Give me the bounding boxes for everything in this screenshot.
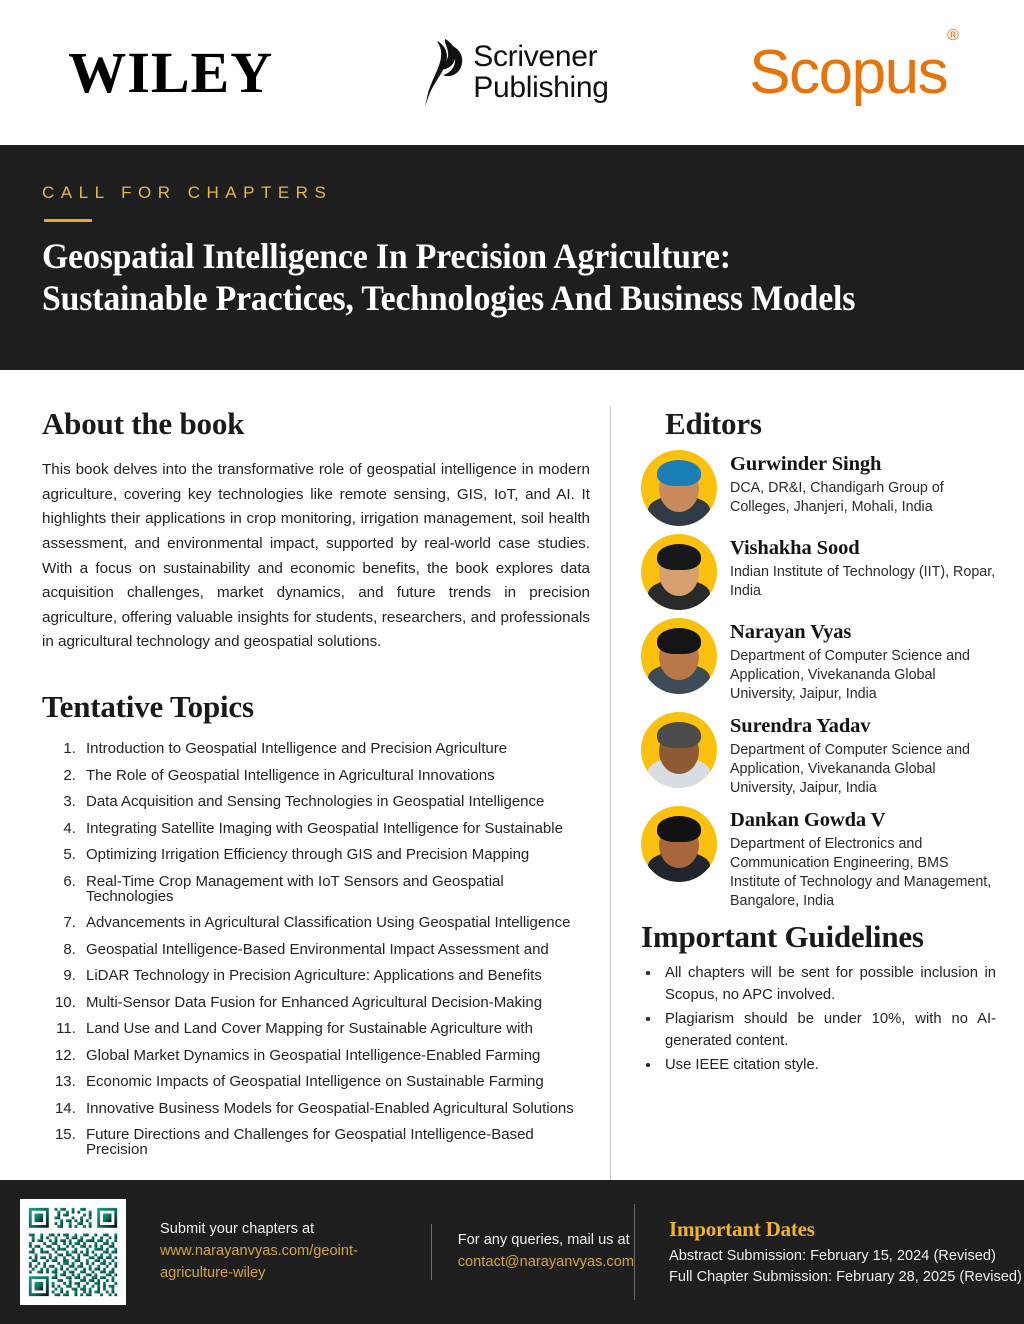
scrivener-pen-icon xyxy=(415,37,467,109)
topic-item: 10. Multi-Sensor Data Fusion for Enhanced Agricultural Decision-Making xyxy=(80,995,590,1022)
editors-list xyxy=(641,450,996,911)
editor-entry xyxy=(641,806,996,911)
footer-bar xyxy=(0,1180,1024,1324)
topic-item: 7. Advancements in Agricultural Classification Using Geospatial Intelligence xyxy=(80,915,590,942)
contact-email-link[interactable]: contact@narayanvyas.com xyxy=(457,1254,634,1270)
topic-item: 9. LiDAR Technology in Precision Agriculture: Applications and Benefits xyxy=(80,968,590,995)
editor-avatar xyxy=(641,534,717,610)
scrivener-line-1: Scrivener xyxy=(473,39,598,73)
submission-info xyxy=(126,1219,405,1285)
editor-entry xyxy=(641,618,996,704)
editor-info xyxy=(730,712,996,798)
scopus-logo-text: Scopus xyxy=(749,37,948,107)
call-for-chapters-kicker: CALL FOR CHAPTERS xyxy=(42,183,333,202)
important-dates-heading: Important Dates xyxy=(669,1216,815,1241)
topic-item: 14. Innovative Business Models for Geospatial-Enabled Agricultural Solutions xyxy=(80,1101,590,1128)
abstract-submission-date: Abstract Submission: February 15, 2024 (Revised) xyxy=(669,1247,996,1264)
editor-info xyxy=(730,534,996,601)
editor-entry xyxy=(641,534,996,610)
editor-name: Surendra Yadav xyxy=(730,715,871,737)
footer-divider-1 xyxy=(431,1224,432,1280)
editor-name: Narayan Vyas xyxy=(730,621,852,643)
topic-item: 1. Introduction to Geospatial Intelligence and Precision Agriculture xyxy=(80,741,590,768)
tentative-topics-heading: Tentative Topics xyxy=(42,689,254,724)
scrivener-logo-text xyxy=(473,39,609,104)
wiley-logo-cell xyxy=(0,39,341,105)
scrivener-logo-cell xyxy=(341,37,682,109)
submit-label: Submit your chapters at xyxy=(160,1221,315,1238)
scopus-logo xyxy=(749,27,958,107)
avatar-hair xyxy=(657,460,701,486)
editor-info xyxy=(730,806,996,911)
editor-avatar xyxy=(641,712,717,788)
topic-item: 3. Data Acquisition and Sensing Technologies in Geospatial Intelligence xyxy=(80,794,590,821)
topic-item: 6. Real-Time Crop Management with IoT Sensors and Geospatial Technologies xyxy=(80,874,590,916)
editor-affiliation: Department of Electronics and Communication Engineering, BMS Institute of Technology and Management, Bangalore, India xyxy=(730,836,992,909)
editor-name: Dankan Gowda V xyxy=(730,809,886,831)
editor-entry xyxy=(641,450,996,526)
page-title xyxy=(42,235,927,319)
title-banner xyxy=(0,145,1024,370)
topic-item: 12. Global Market Dynamics in Geospatial Intelligence-Enabled Farming xyxy=(80,1048,590,1075)
main-content xyxy=(0,370,1024,1180)
editor-avatar xyxy=(641,450,717,526)
tentative-topics-list xyxy=(42,741,590,1169)
submission-url-link[interactable]: www.narayanvyas.com/geoint-agriculture-wiley xyxy=(160,1243,358,1281)
right-column xyxy=(610,406,1024,1180)
scrivener-line-2: Publishing xyxy=(473,70,609,104)
editor-affiliation: Department of Computer Science and Application, Vivekananda Global University, Jaipur, India xyxy=(730,742,970,796)
editor-affiliation: DCA, DR&I, Chandigarh Group of Colleges, Jhanjeri, Mohali, India xyxy=(730,480,944,515)
topic-item: 13. Economic Impacts of Geospatial Intelligence on Sustainable Farming xyxy=(80,1074,590,1101)
kicker-underline-divider xyxy=(44,219,92,222)
page-title-line-1: Geospatial Intelligence In Precision Agriculture: xyxy=(42,235,731,276)
submission-qr-code[interactable] xyxy=(20,1199,126,1305)
full-chapter-submission-date: Full Chapter Submission: February 28, 2025 (Revised) xyxy=(669,1268,1022,1285)
queries-label: For any queries, mail us at xyxy=(457,1232,630,1249)
topic-item: 5. Optimizing Irrigation Efficiency through GIS and Precision Mapping xyxy=(80,847,590,874)
left-column xyxy=(0,406,610,1180)
editor-name: Gurwinder Singh xyxy=(730,453,882,475)
guideline-item: • Use IEEE citation style. xyxy=(661,1055,996,1077)
topic-item: 2. The Role of Geospatial Intelligence in Agricultural Innovations xyxy=(80,768,590,795)
guideline-item: • All chapters will be sent for possible inclusion in Scopus, no APC involved. xyxy=(661,963,996,1006)
page-title-line-2: Sustainable Practices, Technologies And Business Models xyxy=(42,277,856,318)
important-dates-group xyxy=(634,1204,1022,1300)
avatar-hair xyxy=(657,722,701,748)
editor-info xyxy=(730,618,996,704)
editor-affiliation: Department of Computer Science and Application, Vivekananda Global University, Jaipur, India xyxy=(730,648,970,702)
topic-item: 8. Geospatial Intelligence-Based Environmental Impact Assessment and xyxy=(80,942,590,969)
scrivener-logo xyxy=(415,37,608,109)
editor-name: Vishakha Sood xyxy=(730,537,860,559)
registered-trademark-icon: ® xyxy=(947,27,958,45)
about-the-book-heading: About the book xyxy=(42,406,245,441)
wiley-logo: WILEY xyxy=(68,39,274,105)
scopus-logo-cell xyxy=(683,27,1024,107)
qr-code-image xyxy=(26,1205,120,1299)
editor-avatar xyxy=(641,806,717,882)
editors-heading: Editors xyxy=(665,406,762,441)
important-guidelines-list xyxy=(641,963,996,1077)
editor-affiliation: Indian Institute of Technology (IIT), Ropar, India xyxy=(730,564,996,599)
avatar-hair xyxy=(657,816,701,842)
editor-avatar xyxy=(641,618,717,694)
footer-left-group xyxy=(0,1199,634,1305)
topic-item: 15. Future Directions and Challenges for Geospatial Intelligence-Based Precision xyxy=(80,1127,590,1169)
guideline-item: • Plagiarism should be under 10%, with no AI-generated content. xyxy=(661,1009,996,1052)
publisher-logo-bar xyxy=(0,0,1024,145)
editor-info xyxy=(730,450,996,517)
about-the-book-text: This book delves into the transformative role of geospatial intelligence in modern agriculture, covering key technologies like remote sensing, GIS, IoT, and AI. It highlights their applications in crop monitoring, irrigation management, soil health assessment, and environmental impact, supported by real-world case studies. With a focus on sustainability and economic benefits, the book explores data acquisition challenges, market dynamics, and future trends in precision agriculture, offering valuable insights for students, researchers, and professionals in agricultural technology and geospatial solutions. xyxy=(42,461,590,651)
avatar-hair xyxy=(657,628,701,654)
important-guidelines-heading: Important Guidelines xyxy=(641,919,924,954)
avatar-hair xyxy=(657,544,701,570)
queries-info xyxy=(458,1230,634,1274)
topic-item: 4. Integrating Satellite Imaging with Geospatial Intelligence for Sustainable xyxy=(80,821,590,848)
topic-item: 11. Land Use and Land Cover Mapping for Sustainable Agriculture with xyxy=(80,1021,590,1048)
qr-code-icon xyxy=(26,1205,120,1299)
editor-entry xyxy=(641,712,996,798)
